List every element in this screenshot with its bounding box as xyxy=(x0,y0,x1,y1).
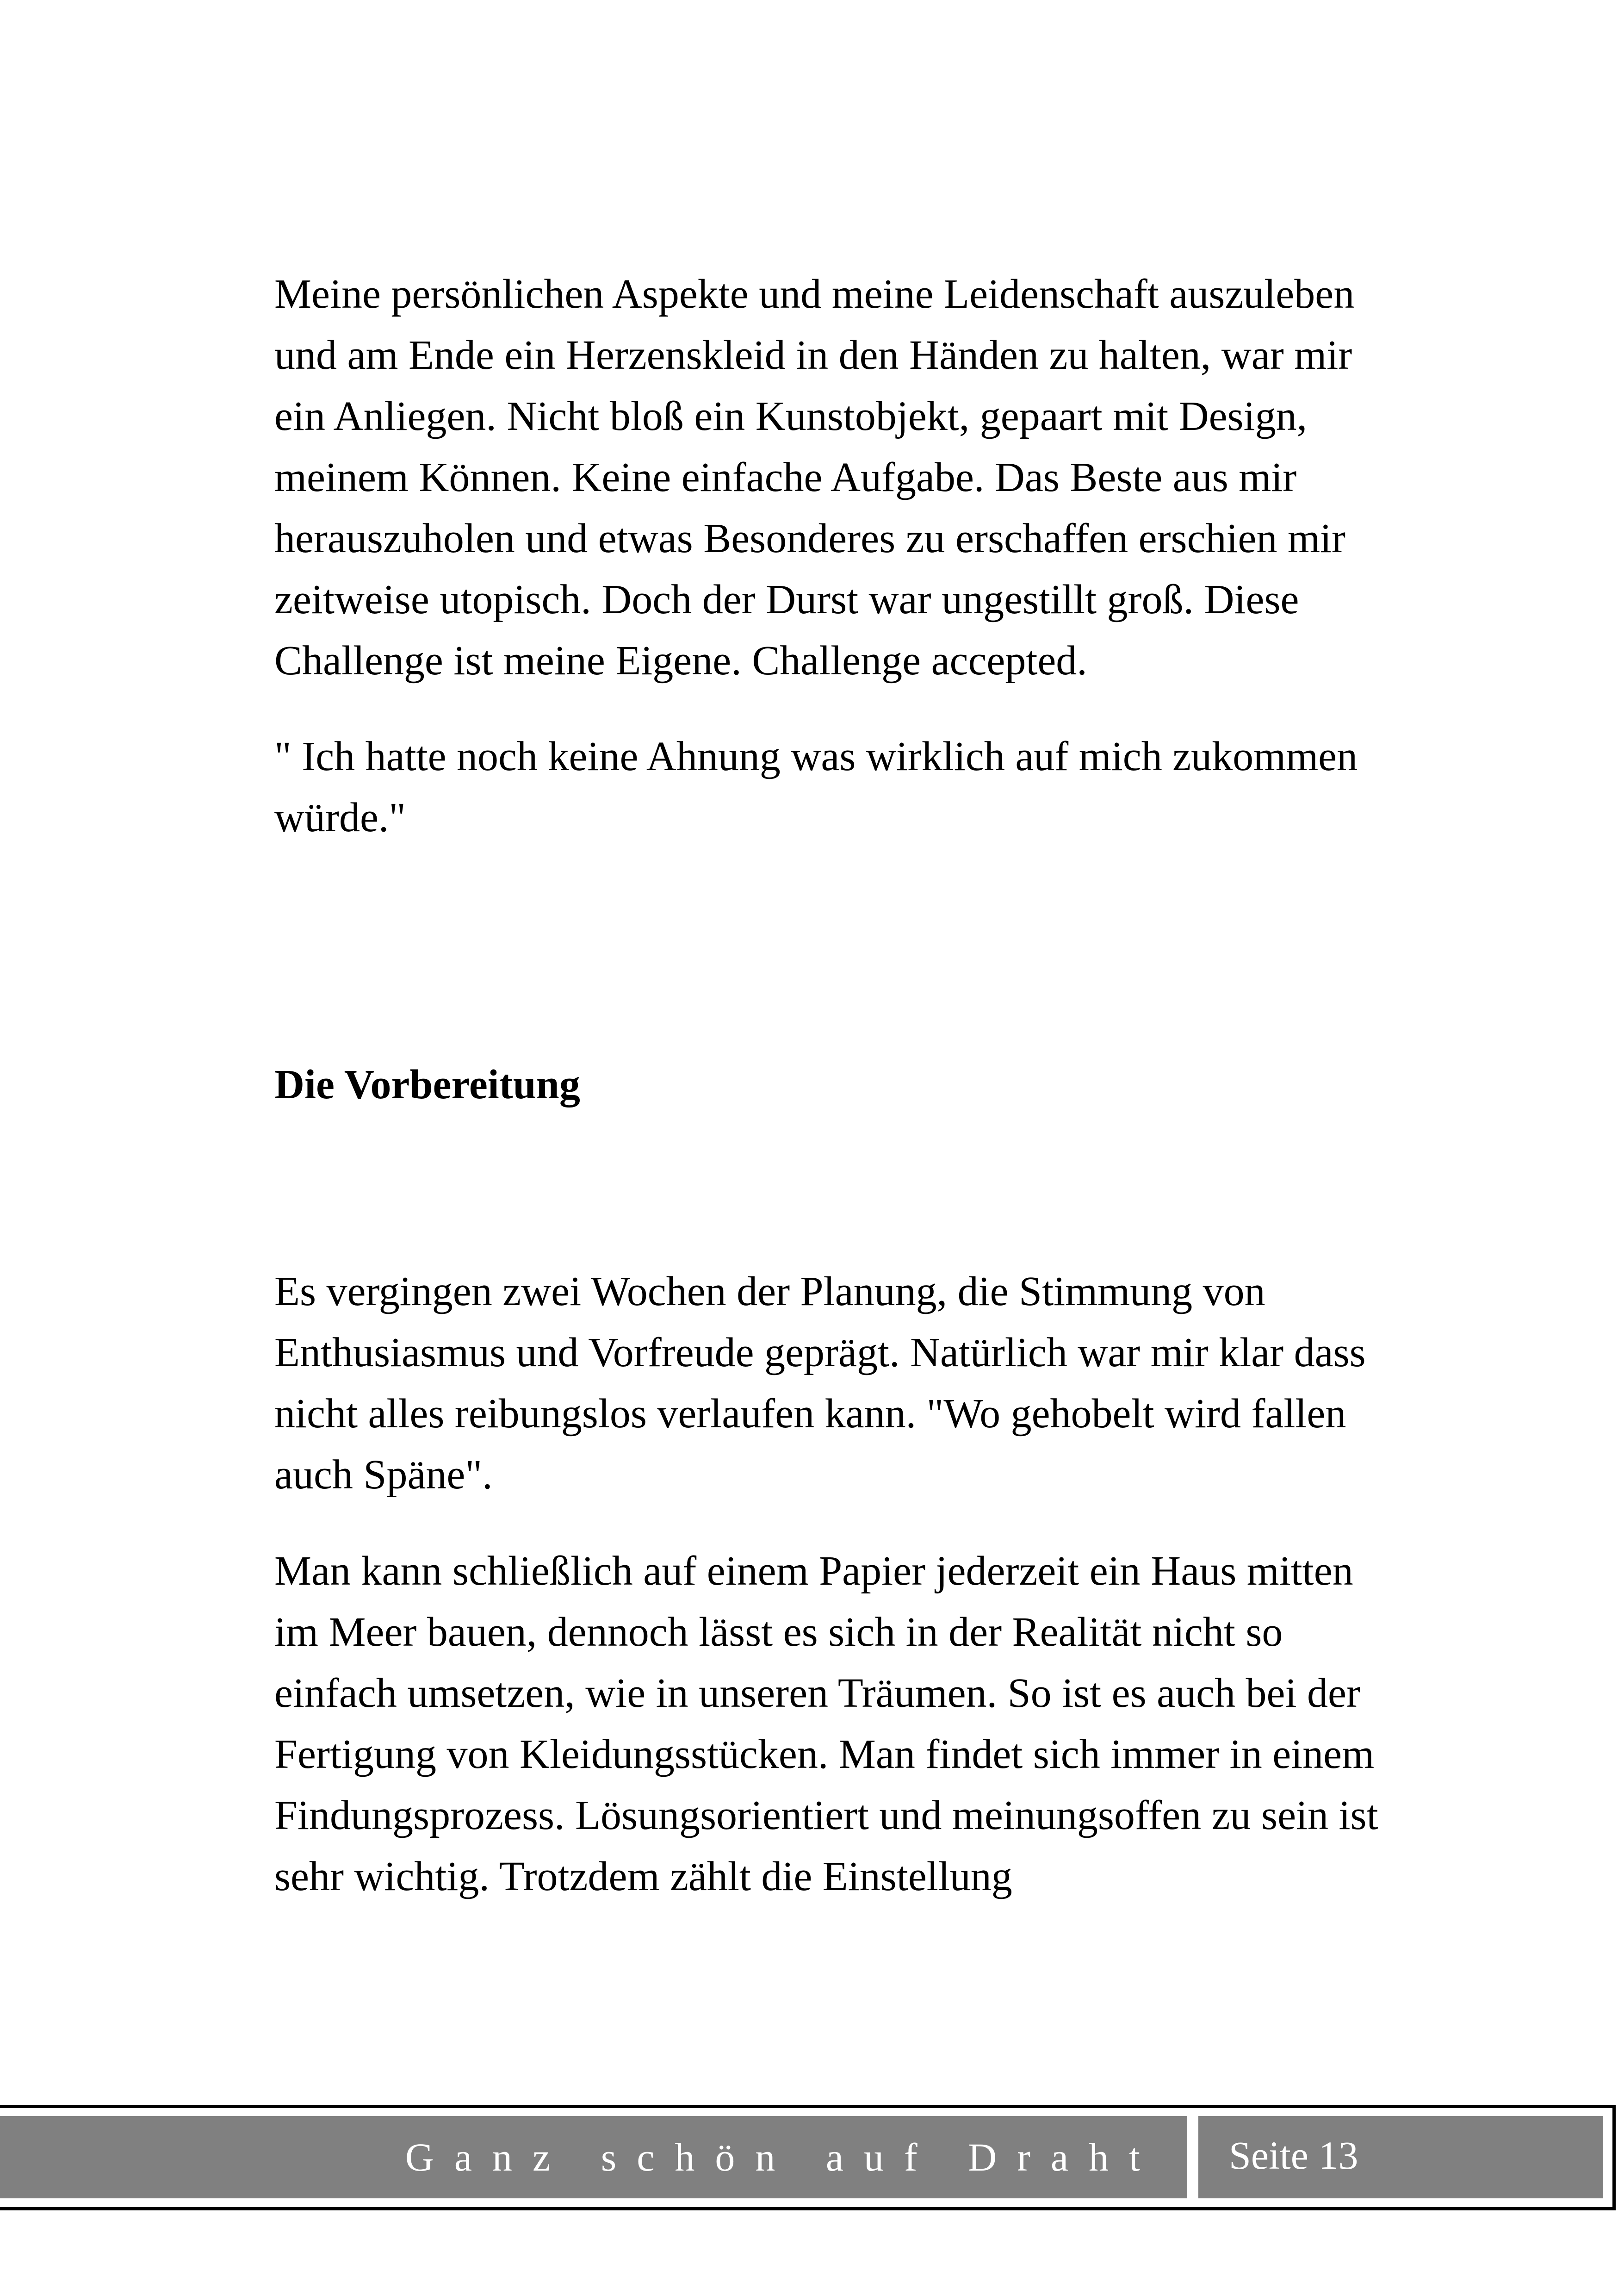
footer-page-number: Seite 13 xyxy=(1198,2116,1603,2198)
body-paragraph-intro: Meine persönlichen Aspekte und meine Leidenschaft auszuleben und am Ende ein Herzenskleid in den Händen zu halten, war mir ein Anliegen. Nicht bloß ein Kunstobjekt, gepaart mit Design, meinem Können. Keine einfache Aufgabe. Das Beste aus mir herauszuholen und etwas Besonderes zu erschaffen erschien mir zeitweise utopisch. Doch der Durst war ungestillt groß. Diese Challenge ist meine Eigene. Challenge accepted. xyxy=(274,271,1355,684)
body-paragraph-process: Man kann schließlich auf einem Papier jederzeit ein Haus mitten im Meer bauen, dennoch lässt es sich in der Realität nicht so einfach umsetzen, wie in unseren Träumen. So ist es auch bei der Fertigung von Kleidungsstücken. Man findet sich immer in einem Findungsprozess. Lösungsorientiert und meinungsoffen zu sein ist sehr wichtig. Trotzdem zählt die Einstellung xyxy=(274,1548,1378,1899)
body-paragraph-planning: Es vergingen zwei Wochen der Planung, die Stimmung von Enthusiasmus und Vorfreude geprägt. Natürlich war mir klar dass nicht alles reibungslos verlaufen kann. "Wo gehobelt wird fallen auch Späne". xyxy=(274,1269,1366,1498)
text-section-2 xyxy=(274,1261,1385,1907)
text-section-1 xyxy=(274,264,1385,848)
body-quote: " Ich hatte noch keine Ahnung was wirklich auf mich zukommen würde." xyxy=(274,734,1358,840)
footer-title: Ganz schön auf Draht xyxy=(0,2116,1187,2198)
section-heading: Die Vorbereitung xyxy=(274,1062,580,1108)
